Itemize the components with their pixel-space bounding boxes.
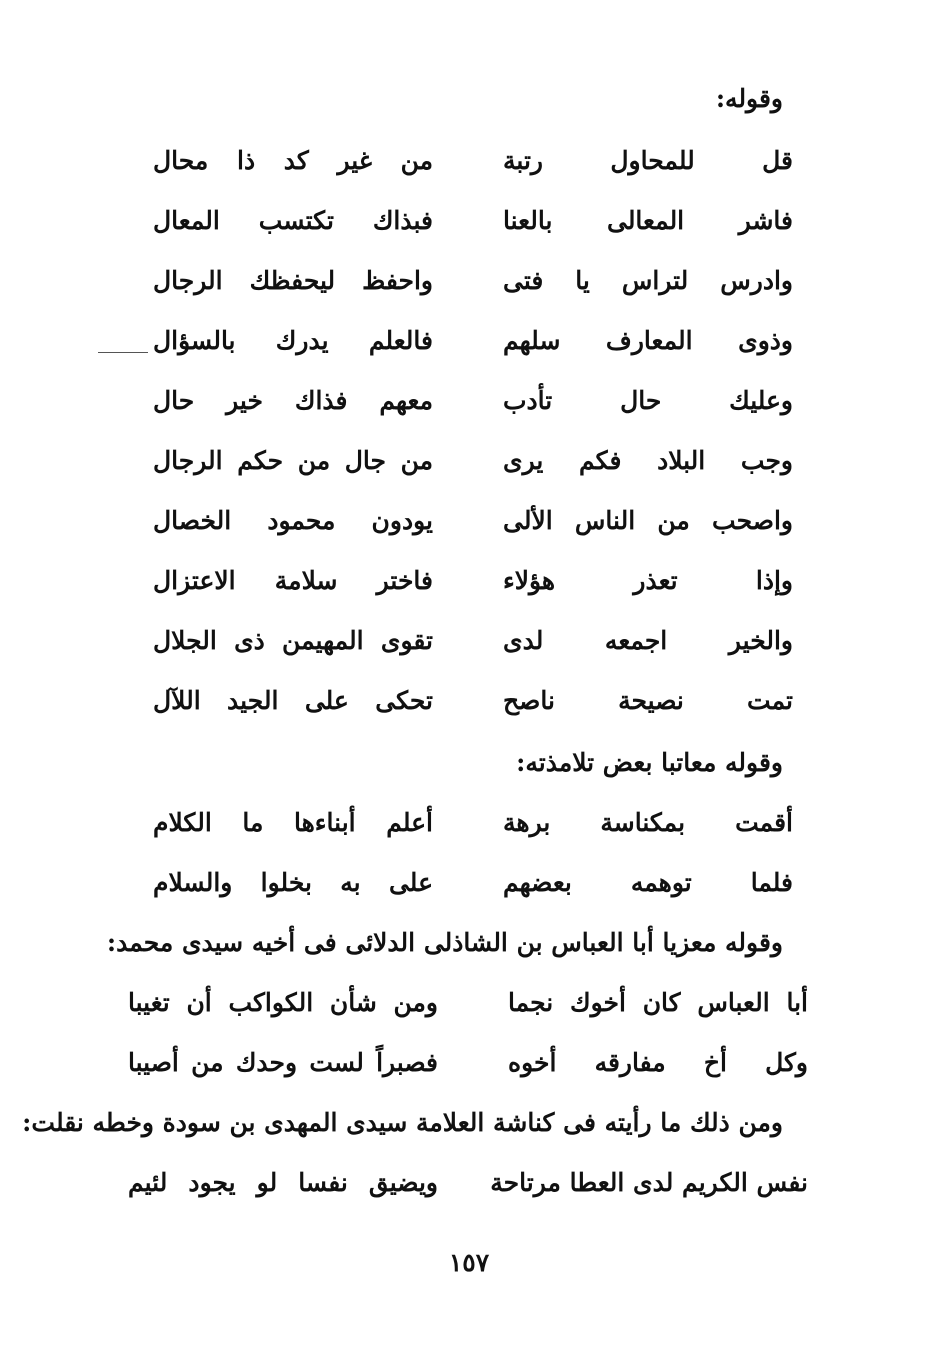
verse-left-hemistich: معهم فذاك خير حال xyxy=(153,386,433,415)
verse-right-hemistich: وذوى المعارف سلهم xyxy=(503,326,793,355)
verse-left-hemistich: فاختر سلامة الاعتزال xyxy=(153,566,433,595)
verse-left-hemistich: أعلم أبناءها ما الكلام xyxy=(153,808,433,837)
verse-right-hemistich: أقمت بمكناسة برهة xyxy=(503,808,793,837)
verse-left-hemistich: فصبراً لست وحدك من أصيبا xyxy=(128,1048,438,1077)
verse-right-hemistich: والخير اجمعه لدى xyxy=(503,626,793,655)
page-number: ١٥٧ xyxy=(448,1248,490,1277)
verse-right-hemistich: وعليك حال تأدب xyxy=(503,386,793,415)
verse-right-hemistich: فاشر المعالى بالعنا xyxy=(503,206,793,235)
verse-left-hemistich: ويضيق نفسا لو يجود لئيم xyxy=(128,1168,438,1197)
verse-left-hemistich: فبذاك تكتسب المعال xyxy=(153,206,433,235)
section-heading: وقوله معاتبا بعض تلامذته: xyxy=(516,748,783,777)
verse-left-hemistich: من جال من حكم الرجال xyxy=(153,446,433,475)
verse-right-hemistich: أبا العباس كان أخوك نجما xyxy=(508,988,808,1017)
section-heading: ومن ذلك ما رأيته فى كناشة العلامة سيدى المهدى بن سودة وخطه نقلت: xyxy=(22,1108,783,1137)
verse-right-hemistich: وجب البلاد فكم يرى xyxy=(503,446,793,475)
verse-left-hemistich: تحكى على الجيد اللآل xyxy=(153,686,433,715)
verse-right-hemistich: تمت نصيحة ناصح xyxy=(503,686,793,715)
section-heading: وقوله معزيا أبا العباس بن الشاذلى الدلائى فى أخيه سيدى محمد: xyxy=(106,928,783,957)
verse-right-hemistich: وادرس لتراس يا فتى xyxy=(503,266,793,295)
verse-right-hemistich: فلما توهمه بعضهم xyxy=(503,868,793,897)
verse-left-hemistich: من غير كد ذا محال xyxy=(153,146,433,175)
verse-left-hemistich: فالعلم يدرك بالسؤال xyxy=(153,326,433,355)
margin-rule xyxy=(98,352,148,353)
verse-left-hemistich: تقوى المهيمن ذى الجلال xyxy=(153,626,433,655)
verse-right-hemistich: وكل أخ مفارقه أخوه xyxy=(508,1048,808,1077)
verse-right-hemistich: واصحب من الناس الألى xyxy=(503,506,793,535)
verse-left-hemistich: واحفظ ليحفظك الرجال xyxy=(153,266,433,295)
verse-left-hemistich: يودون محمود الخصال xyxy=(153,506,433,535)
section-heading: وقوله: xyxy=(715,84,783,113)
verse-left-hemistich: على به بخلوا والسلام xyxy=(153,868,433,897)
verse-right-hemistich: وإذا تعذر هؤلاء xyxy=(503,566,793,595)
verse-left-hemistich: ومن شأن الكواكب أن تغيبا xyxy=(128,988,438,1017)
verse-right-hemistich: قل للمحاول رتبة xyxy=(503,146,793,175)
verse-right-hemistich: نفس الكريم لدى العطا مرتاحة xyxy=(490,1168,808,1197)
